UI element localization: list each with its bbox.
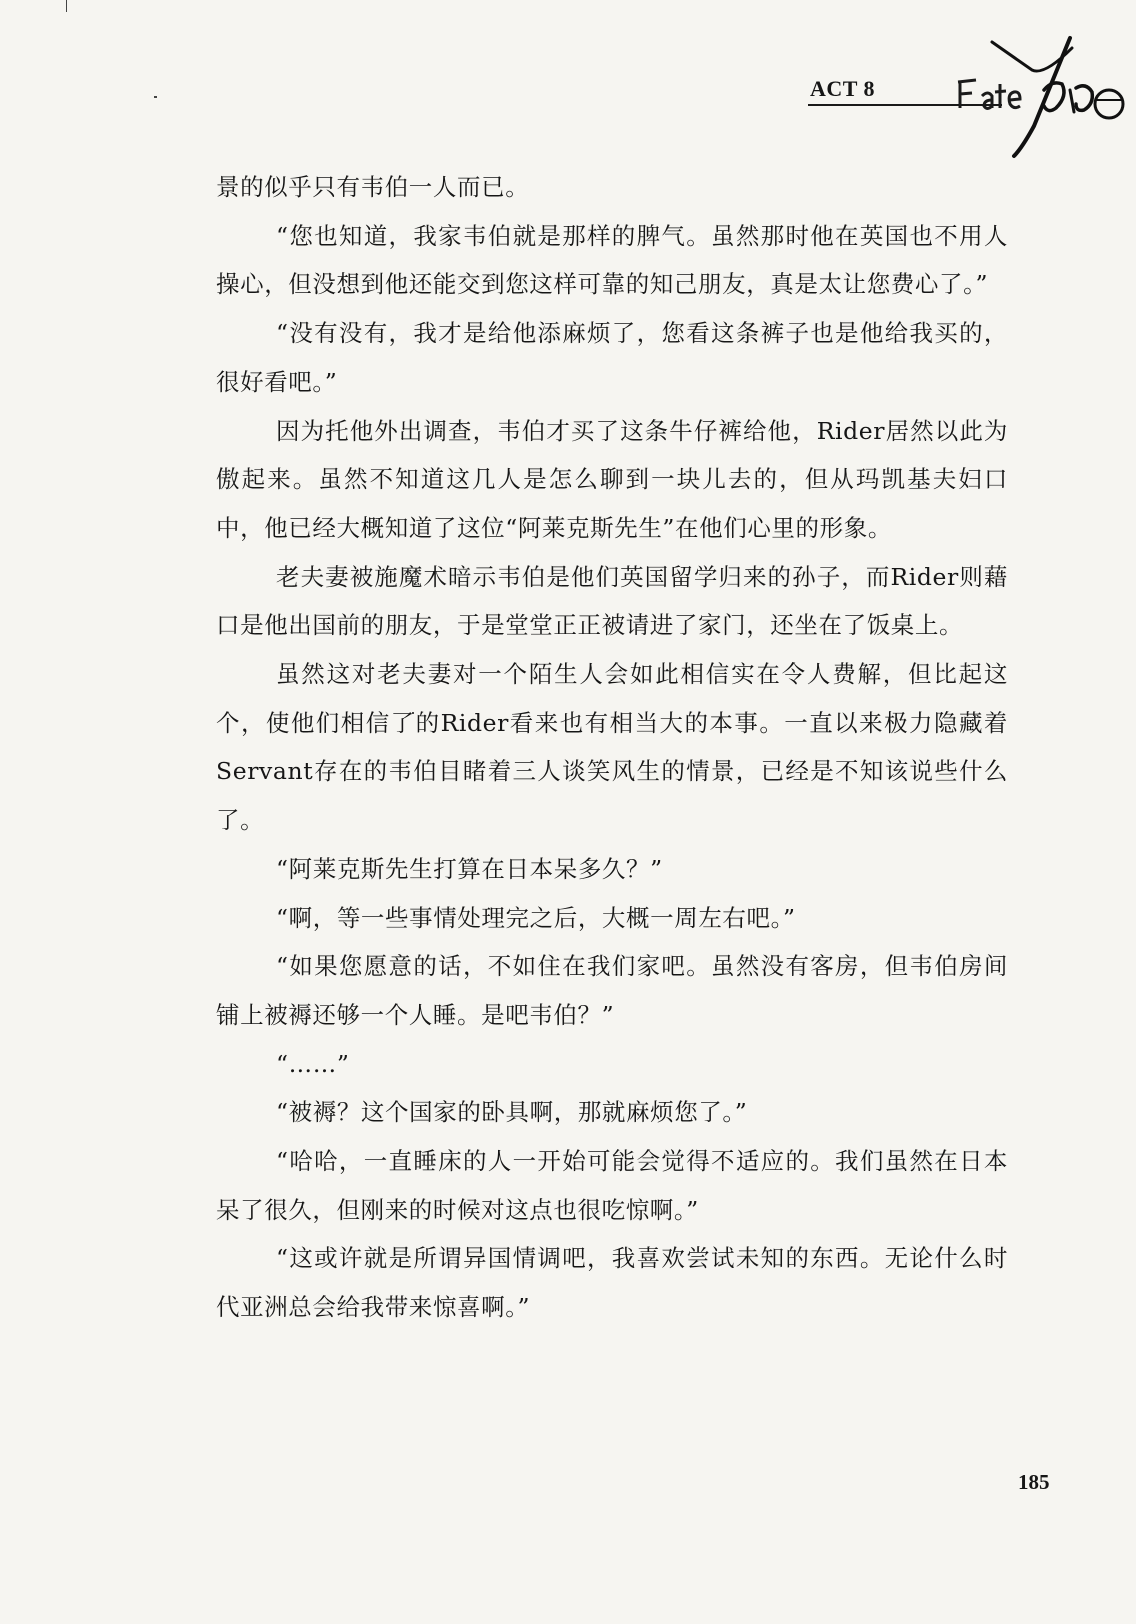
paragraph: 景的似乎只有韦伯一人而已。 bbox=[216, 173, 530, 201]
body-text bbox=[216, 163, 1008, 1332]
paragraph: “哈哈，一直睡床的人一开始可能会觉得不适应的。我们虽然在日本呆了很久，但刚来的时候对这点也很吃惊啊。” bbox=[216, 1147, 1008, 1224]
paragraph: “……” bbox=[276, 1049, 350, 1078]
paragraph: “啊，等一些事情处理完之后，大概一周左右吧。” bbox=[276, 903, 796, 932]
paragraph: 因为托他外出调查，韦伯才买了这条牛仔裤给他，Rider居然以此为傲起来。虽然不知道这几人是怎么聊到一块儿去的，但从玛凯基夫妇口中，他已经大概知道了这位“阿莱克斯先生”在他们心里的形象。 bbox=[216, 416, 1008, 542]
scan-speck bbox=[66, 0, 67, 12]
paragraph: “如果您愿意的话，不如住在我们家吧。虽然没有客房，但韦伯房间铺上被褥还够一个人睡。是吧韦伯？” bbox=[216, 952, 1008, 1029]
scan-speck bbox=[154, 96, 157, 98]
paragraph: “没有没有，我才是给他添麻烦了，您看这条裤子也是他给我买的，很好看吧。” bbox=[216, 319, 1008, 396]
paragraph: “这或许就是所谓异国情调吧，我喜欢尝试未知的东西。无论什么时代亚洲总会给我带来惊喜啊。” bbox=[216, 1244, 1008, 1322]
paragraph: 虽然这对老夫妻对一个陌生人会如此相信实在令人费解，但比起这个，使他们相信了的Rider看来也有相当大的本事。一直以来极力隐藏着Servant存在的韦伯目睹着三人谈笑风生的情景，已经是不知该说些什么了。 bbox=[216, 660, 1008, 835]
paragraph: 老夫妻被施魔术暗示韦伯是他们英国留学归来的孙子，而Rider则藉口是他出国前的朋友，于是堂堂正正被请进了家门，还坐在了饭桌上。 bbox=[216, 562, 1008, 640]
paragraph: “您也知道，我家韦伯就是那样的脾气。虽然那时他在英国也不用人操心，但没想到他还能交到您这样可靠的知己朋友，真是太让您费心了。” bbox=[216, 221, 1008, 299]
chapter-header: ACT 8 bbox=[810, 76, 876, 101]
page-number: 185 bbox=[1018, 1470, 1050, 1494]
paragraph: “被褥？这个国家的卧具啊，那就麻烦您了。” bbox=[276, 1098, 748, 1127]
fate-zero-logo-icon bbox=[952, 30, 1127, 160]
paragraph: “阿莱克斯先生打算在日本呆多久？” bbox=[276, 854, 663, 883]
